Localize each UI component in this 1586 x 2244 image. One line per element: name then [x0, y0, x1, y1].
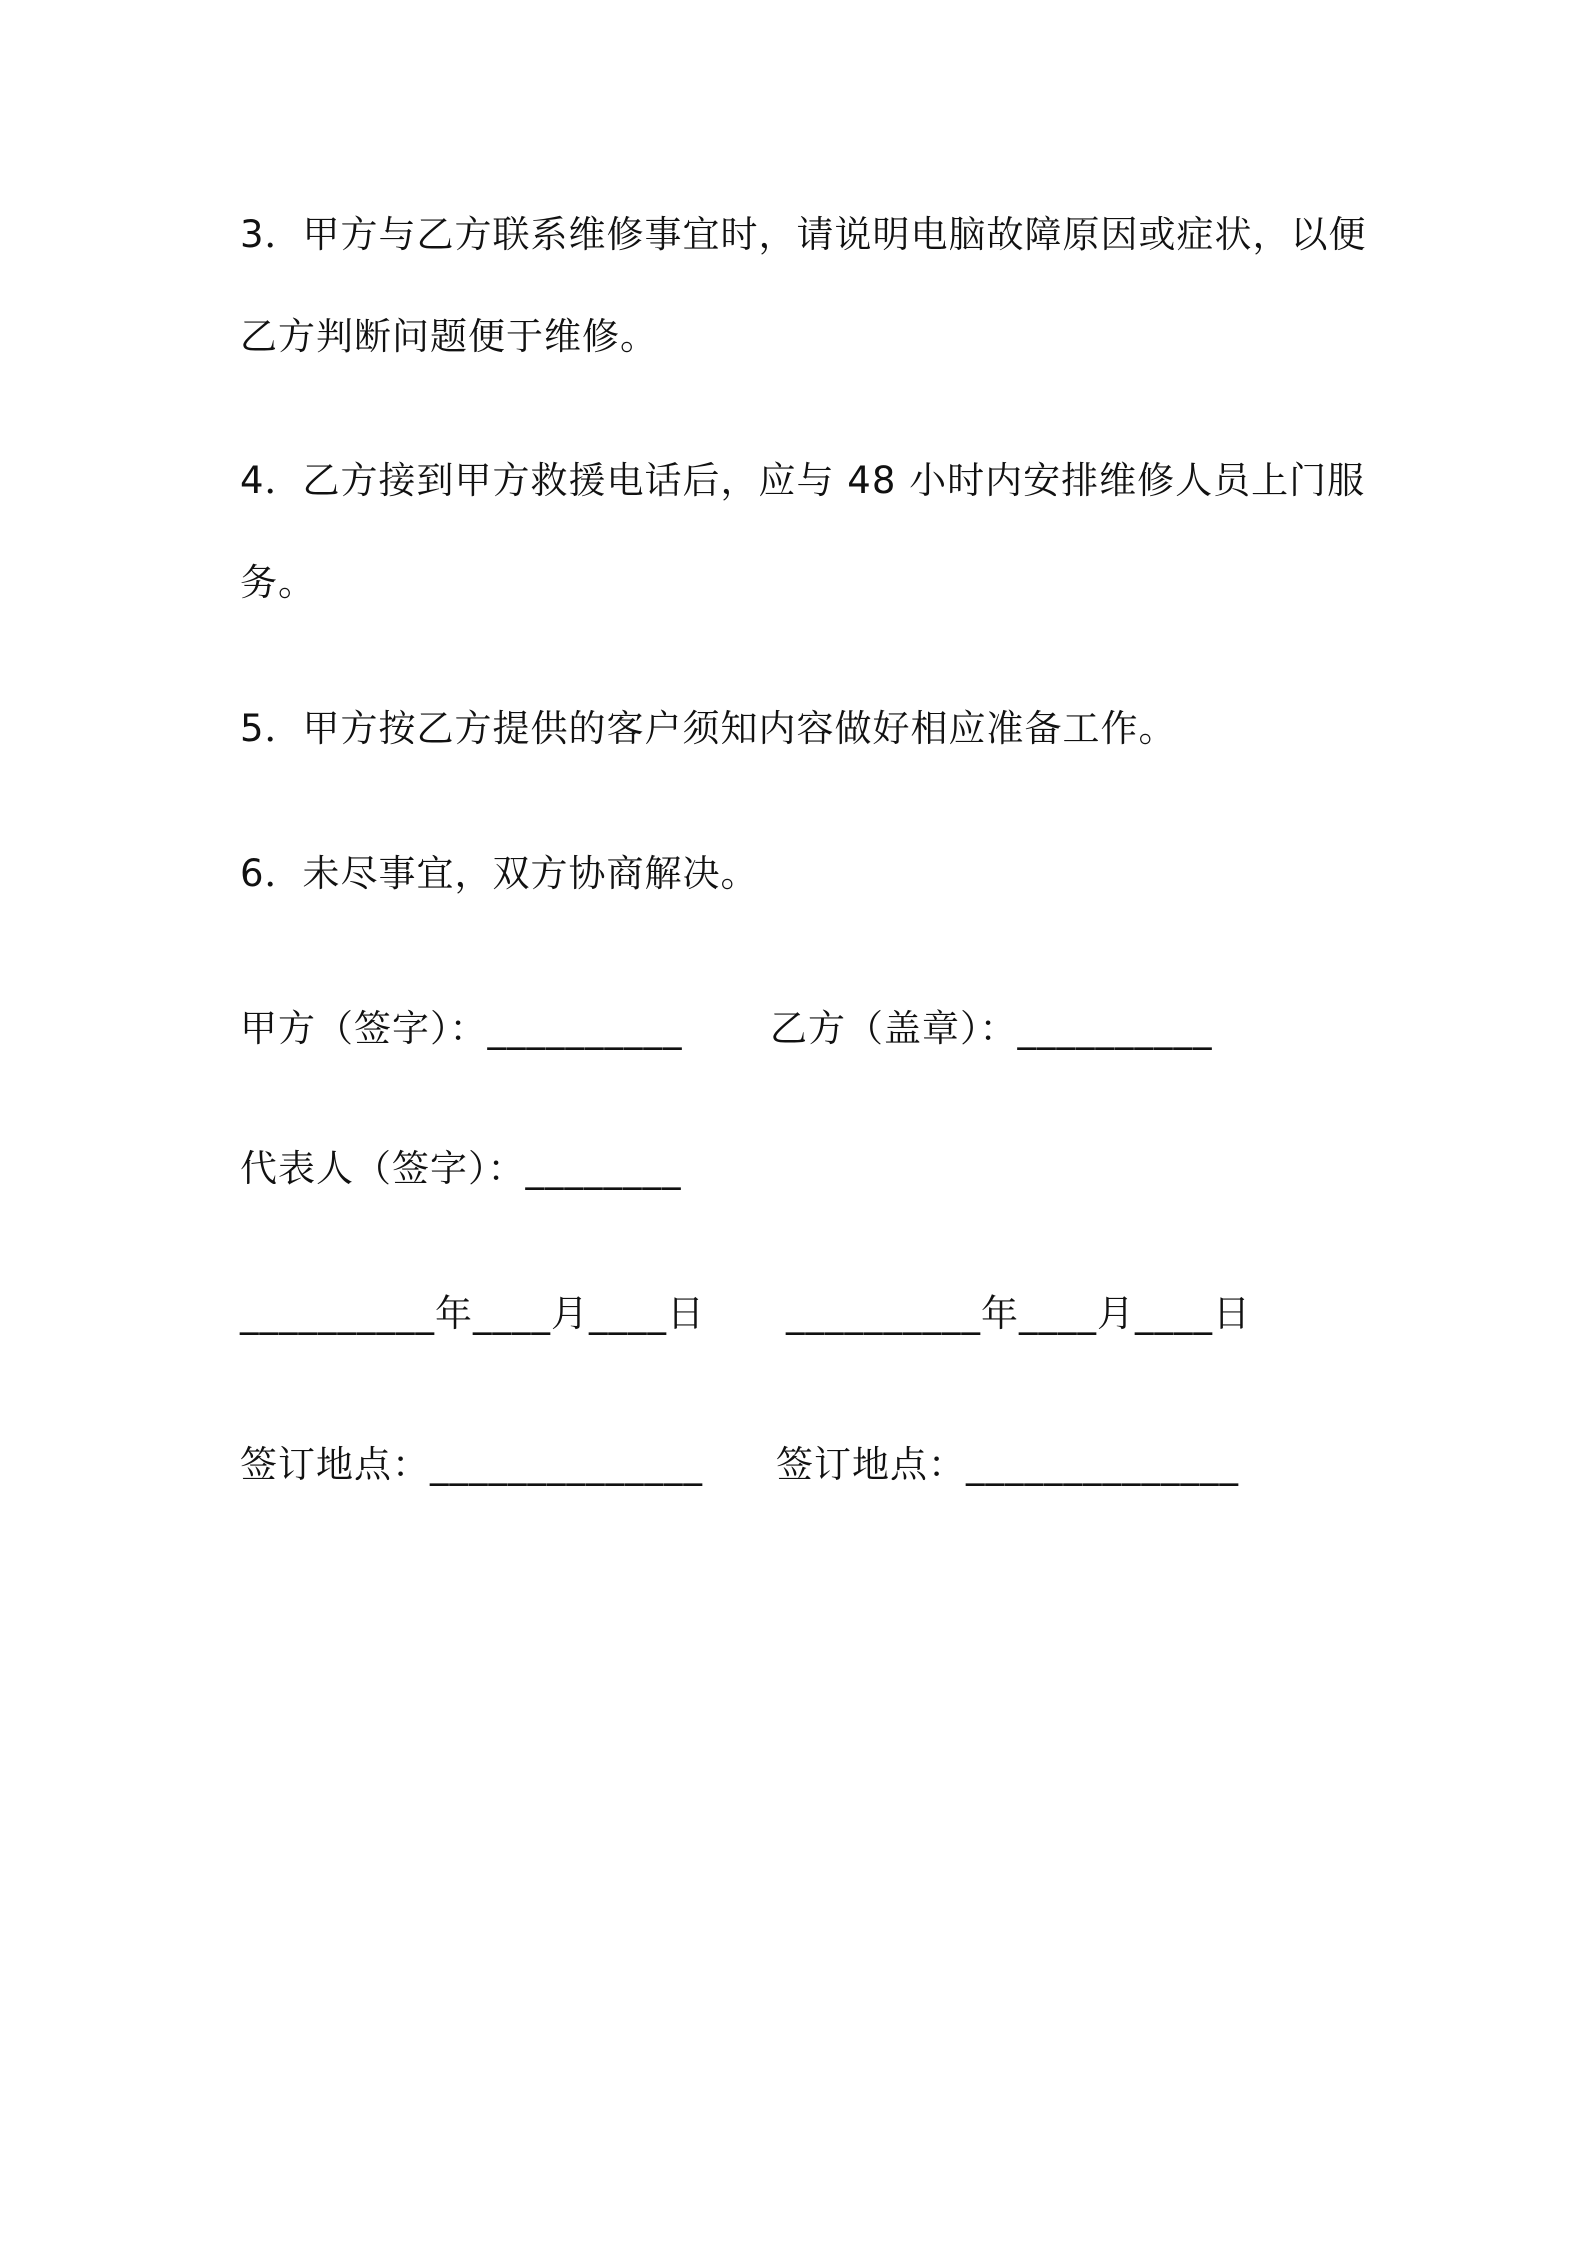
- party-b-seal: 乙方（盖章）：__________: [770, 1007, 1213, 1050]
- signing-place-a: 签订地点：______________: [240, 1443, 703, 1486]
- date-party-a: __________年____月____日: [240, 1292, 705, 1335]
- clause-3-line-1: 3．甲方与乙方联系维修事宜时，请说明电脑故障原因或症状，以便: [240, 213, 1367, 256]
- clause-6: 6．未尽事宜，双方协商解决。: [240, 852, 759, 895]
- clause-3-line-2: 乙方判断问题便于维修。: [240, 315, 658, 358]
- clause-4-line-2: 务。: [240, 561, 316, 604]
- representative-signature: 代表人（签字）：________: [240, 1147, 682, 1190]
- clause-5: 5．甲方按乙方提供的客户须知内容做好相应准备工作。: [240, 707, 1177, 750]
- date-party-b: __________年____月____日: [786, 1292, 1251, 1335]
- signing-place-b: 签订地点：______________: [776, 1443, 1239, 1486]
- party-a-signature: 甲方（签字）：__________: [240, 1007, 683, 1050]
- clause-4-line-1: 4．乙方接到甲方救援电话后，应与 48 小时内安排维修人员上门服: [240, 459, 1366, 502]
